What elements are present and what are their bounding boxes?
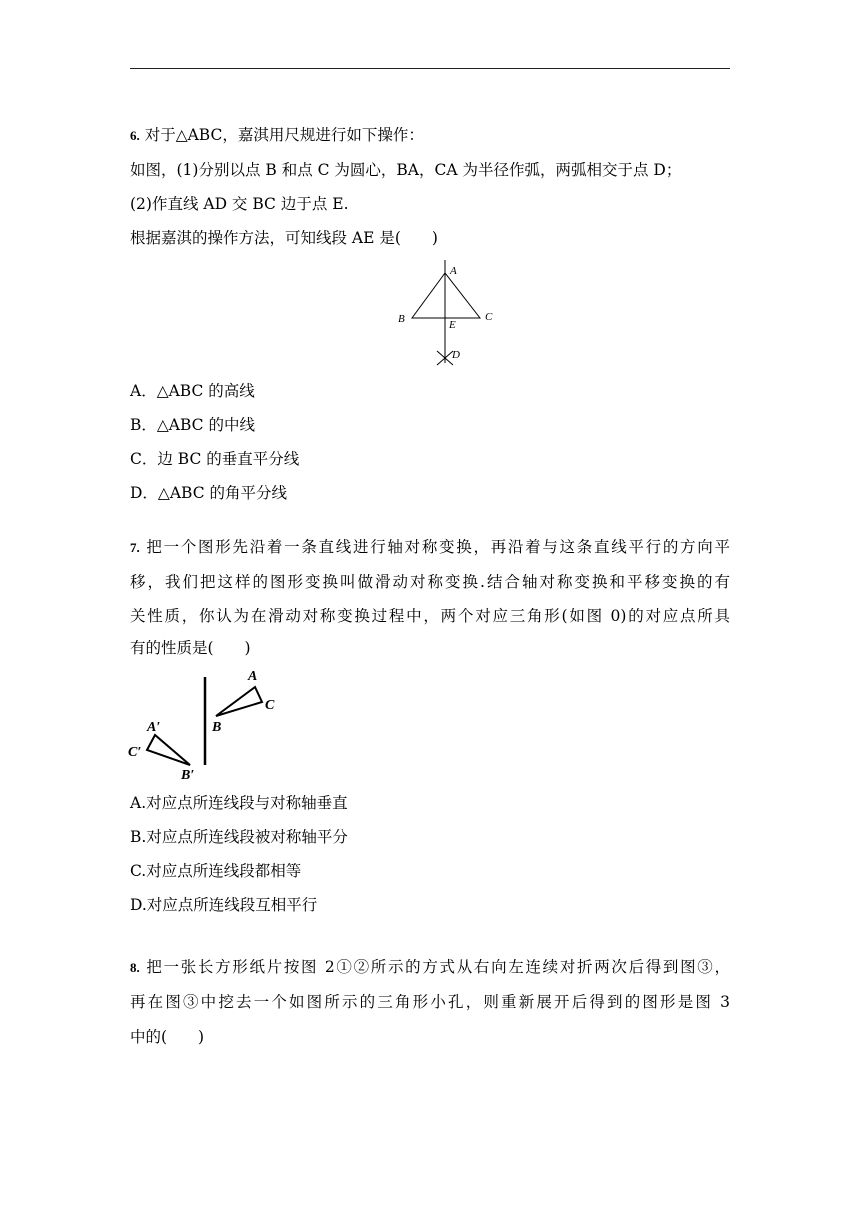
q7-line3: 关性质，你认为在滑动对称变换过程中，两个对应三角形(如图 0)的对应点所具 — [130, 607, 730, 625]
q6-label-e: E — [449, 319, 456, 331]
q7-line1 — [130, 537, 730, 558]
q7-label-c-prime: C′ — [128, 745, 142, 760]
q6-number: 6. — [130, 128, 140, 143]
q7-figure — [125, 665, 285, 785]
q7-triangle-prime — [147, 735, 190, 765]
q6-label-d: D — [452, 349, 460, 361]
q7-label-a: A — [248, 669, 258, 684]
q8-text-1: 把一张长方形纸片按图 2①②所示的方式从右向左连续对折两次后得到图③， — [146, 958, 730, 976]
q6-option-c: C．边 BC 的垂直平分线 — [130, 450, 300, 468]
q6-text-1: 对于△ABC，嘉淇用尺规进行如下操作： — [144, 126, 424, 144]
q7-option-b: B.对应点所连线段被对称轴平分 — [130, 828, 348, 846]
q6-triangle-abc — [412, 273, 480, 318]
q7-triangle-abc — [216, 687, 262, 716]
q7-option-a: A.对应点所连线段与对称轴垂直 — [130, 794, 348, 812]
header-rule — [130, 68, 730, 69]
q8-line1 — [130, 957, 730, 978]
q7-number: 7. — [130, 540, 140, 555]
q7-option-d: D.对应点所连线段互相平行 — [130, 896, 318, 914]
q6-label-a: A — [450, 265, 457, 277]
q6-line4: 根据嘉淇的操作方法，可知线段 AE 是( ) — [130, 229, 438, 247]
q7-label-b-prime: B′ — [181, 768, 195, 783]
q7-line2: 移，我们把这样的图形变换叫做滑动对称变换.结合轴对称变换和平移变换的有 — [130, 573, 730, 591]
q6-option-d: D．△ABC 的角平分线 — [130, 484, 288, 502]
q6-figure — [390, 255, 500, 370]
q7-text-1: 把一个图形先沿着一条直线进行轴对称变换，再沿着与这条直线平行的方向平 — [146, 538, 730, 556]
q6-line1 — [130, 125, 424, 146]
q6-line2: 如图，(1)分别以点 B 和点 C 为圆心，BA，CA 为半径作弧，两弧相交于点 D； — [130, 161, 682, 179]
q7-line4: 有的性质是( ) — [130, 639, 251, 657]
q8-line3: 中的( ) — [130, 1028, 205, 1046]
q8-line2: 再在图③中挖去一个如图所示的三角形小孔，则重新展开后得到的图形是图 3 — [130, 993, 730, 1011]
q8-number: 8. — [130, 960, 140, 975]
q7-option-c: C.对应点所连线段都相等 — [130, 862, 302, 880]
q6-line3: (2)作直线 AD 交 BC 边于点 E. — [130, 195, 349, 213]
q6-option-b: B．△ABC 的中线 — [130, 416, 255, 434]
q7-label-a-prime: A′ — [147, 720, 161, 735]
q6-label-c: C — [485, 311, 493, 323]
q7-label-b: B — [212, 720, 222, 735]
q6-label-b: B — [398, 313, 405, 325]
q7-label-c: C — [265, 698, 275, 713]
q6-option-a: A．△ABC 的高线 — [130, 382, 255, 400]
